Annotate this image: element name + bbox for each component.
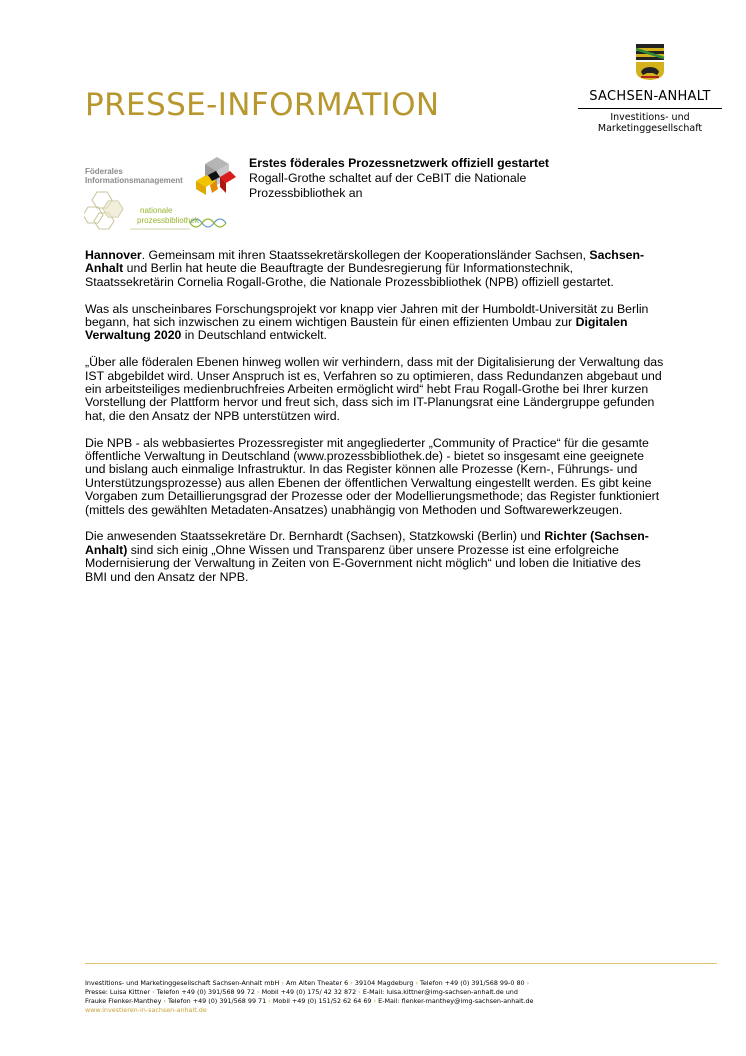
footer-city: 39104 Magdeburg — [354, 979, 414, 987]
separator: › — [163, 997, 166, 1005]
footer-phone: Telefon +49 (0) 391/568 99-0 80 — [420, 979, 525, 987]
page-title: PRESSE-INFORMATION — [85, 87, 440, 123]
fim-logo-label — [85, 167, 183, 185]
npb-label-line-2: prozessbibliothek — [137, 216, 199, 225]
separator: › — [281, 979, 284, 987]
footer-press-email[interactable]: E-Mail: luisa.kittner@img-sachsen-anhalt.de und — [362, 988, 518, 996]
npb-hex-icon — [84, 190, 130, 230]
footer-press-mobile: Mobil +49 (0) 175/ 42 32 872 — [261, 988, 357, 996]
footer-line-1 — [85, 979, 705, 988]
coat-of-arms-icon — [633, 44, 667, 80]
separator: › — [350, 979, 353, 987]
separator: › — [268, 997, 271, 1005]
footer-line-3 — [85, 997, 705, 1006]
fim-label-line-2: Informationsmanagement — [85, 176, 183, 185]
separator: › — [373, 997, 377, 1005]
emphasis-richter: Richter (Sachsen-Anhalt) — [85, 529, 649, 557]
fim-label-line-1: Föderales — [85, 167, 123, 176]
footer-address: Am Alten Theater 6 — [285, 979, 349, 987]
paragraph-2-text-end: in Deutschland entwickelt. — [181, 328, 327, 343]
org-name: SACHSEN-ANHALT — [589, 89, 711, 104]
footer-press-phone: Telefon +49 (0) 391/568 99 72 — [156, 988, 255, 996]
paragraph-2 — [85, 303, 665, 343]
paragraph-2-text: Was als unscheinbares Forschungsprojekt vor knapp vier Jahren mit der Humboldt-Universität zu Berlin begann, hat sich inzwischen zu einem wichtigen Baustein für einen effizienten Umbau zur — [85, 301, 649, 330]
footer-company: Investitions- und Marketinggesellschaft Sachsen-Anhalt mbH — [85, 979, 280, 987]
paragraph-1-text-end: und Berlin hat heute die Beauftragte der Bundesregierung für Informationstechnik, Staatssekretärin Cornelia Rogall-Grothe, die Nationale Prozessbibliothek (NPB) offiziell gestartet. — [85, 261, 614, 289]
fim-cube-icon — [196, 155, 238, 197]
footer-contact-2: Frauke Flenker-Manthey — [85, 997, 162, 1005]
npb-label-line-1: nationale — [140, 206, 173, 215]
separator: › — [152, 988, 155, 996]
footer-contact-2-mobile: Mobil +49 (0) 151/52 62 64 69 — [272, 997, 372, 1005]
footer-contact-2-email[interactable]: E-Mail: flenker-manthey@img-sachsen-anhalt.de — [378, 997, 534, 1005]
emphasis-digital-verwaltung: Digitalen Verwaltung 2020 — [85, 315, 628, 343]
headline-block — [249, 156, 609, 201]
footer-line-2 — [85, 988, 705, 997]
footer-website-link[interactable]: www.investieren-in-sachsen-anhalt.de — [85, 1006, 207, 1014]
emphasis-sachsen-anhalt: Sachsen-Anhalt — [85, 248, 645, 276]
paragraph-4: Die NPB - als webbasiertes Prozessregister mit angegliederter „Community of Practice“ für die gesamte öffentliche Verwaltung in Deutschland (www.prozessbibliothek.de) - bietet so insgesamt eine geeignete und bislang auch einmalige Infrastruktur. In das Register können alle Prozesse (Kern-, Führungs- und Unterstützungsprozesse) aus allen Ebenen der öffentlichen Verwaltung eingestellt werden. Es gibt keine Vorgaben zum Detaillierungsgrad der Prozesse oder der Modellierungsmethode; das Register funktioniert (mittels des gewählten Metadaten-Ansatzes) unabhängig von Methoden und Softwarewerkzeugen. — [85, 435, 660, 517]
paragraph-5 — [85, 530, 665, 584]
paragraph-5-text: Die anwesenden Staatssekretäre Dr. Bernhardt (Sachsen), Statzkowski (Berlin) und — [85, 529, 545, 544]
org-subtitle-line-2: Marketinggesellschaft — [597, 123, 703, 134]
paragraph-3: „Über alle föderalen Ebenen hinweg wollen wir verhindern, dass mit der Digitalisierung der Verwaltung das IST abgebildet wird. Unser Anspruch ist es, Verfahren so zu optimieren, dass Redundanzen abgebaut und ein arbeitsteiliges medienbruchfreies Arbeiten ermöglicht wird“ hebt Frau Rogall-Grothe bei Ihrer kurzen Vorstellung der Plattform hervor und freut sich, dass sich im IT-Planungsrat eine Ländergruppe gefunden hat, die den Ansatz der NPB unterstützen wird. — [85, 355, 664, 423]
headline-subtitle: Rogall-Grothe schaltet auf der CeBIT die Nationale Prozessbibliothek an — [249, 171, 527, 200]
paragraph-1 — [85, 249, 665, 289]
paragraph-1-text: . Gemeinsam mit ihren Staatssekretärskollegen der Kooperationsländer Sachsen, — [141, 248, 590, 262]
headline-title: Erstes föderales Prozessnetzwerk offiziell gestartet — [249, 156, 550, 170]
org-subtitle — [580, 112, 720, 134]
separator: › — [358, 988, 361, 996]
footer-press-contact: Presse: Luisa Kittner — [85, 988, 151, 996]
separator: › — [256, 988, 260, 996]
press-body — [85, 249, 665, 597]
footer-divider — [85, 963, 717, 964]
separator: › — [415, 979, 418, 987]
location-text: Hannover — [85, 248, 142, 262]
footer-contact-2-phone: Telefon +49 (0) 391/568 99 71 — [168, 997, 267, 1005]
org-divider — [578, 108, 722, 109]
paragraph-5-text-end: sind sich einig „Ohne Wissen und Transparenz über unsere Prozesse ist eine erfolgreiche Modernisierung der Verwaltung in Zeiten von E-Government nicht möglich“ und loben die Initiative des BMI und den Ansatz der NPB. — [85, 542, 641, 584]
footer — [85, 979, 705, 1015]
separator: › — [526, 979, 530, 987]
org-subtitle-line-1: Investitions- und — [610, 112, 690, 123]
